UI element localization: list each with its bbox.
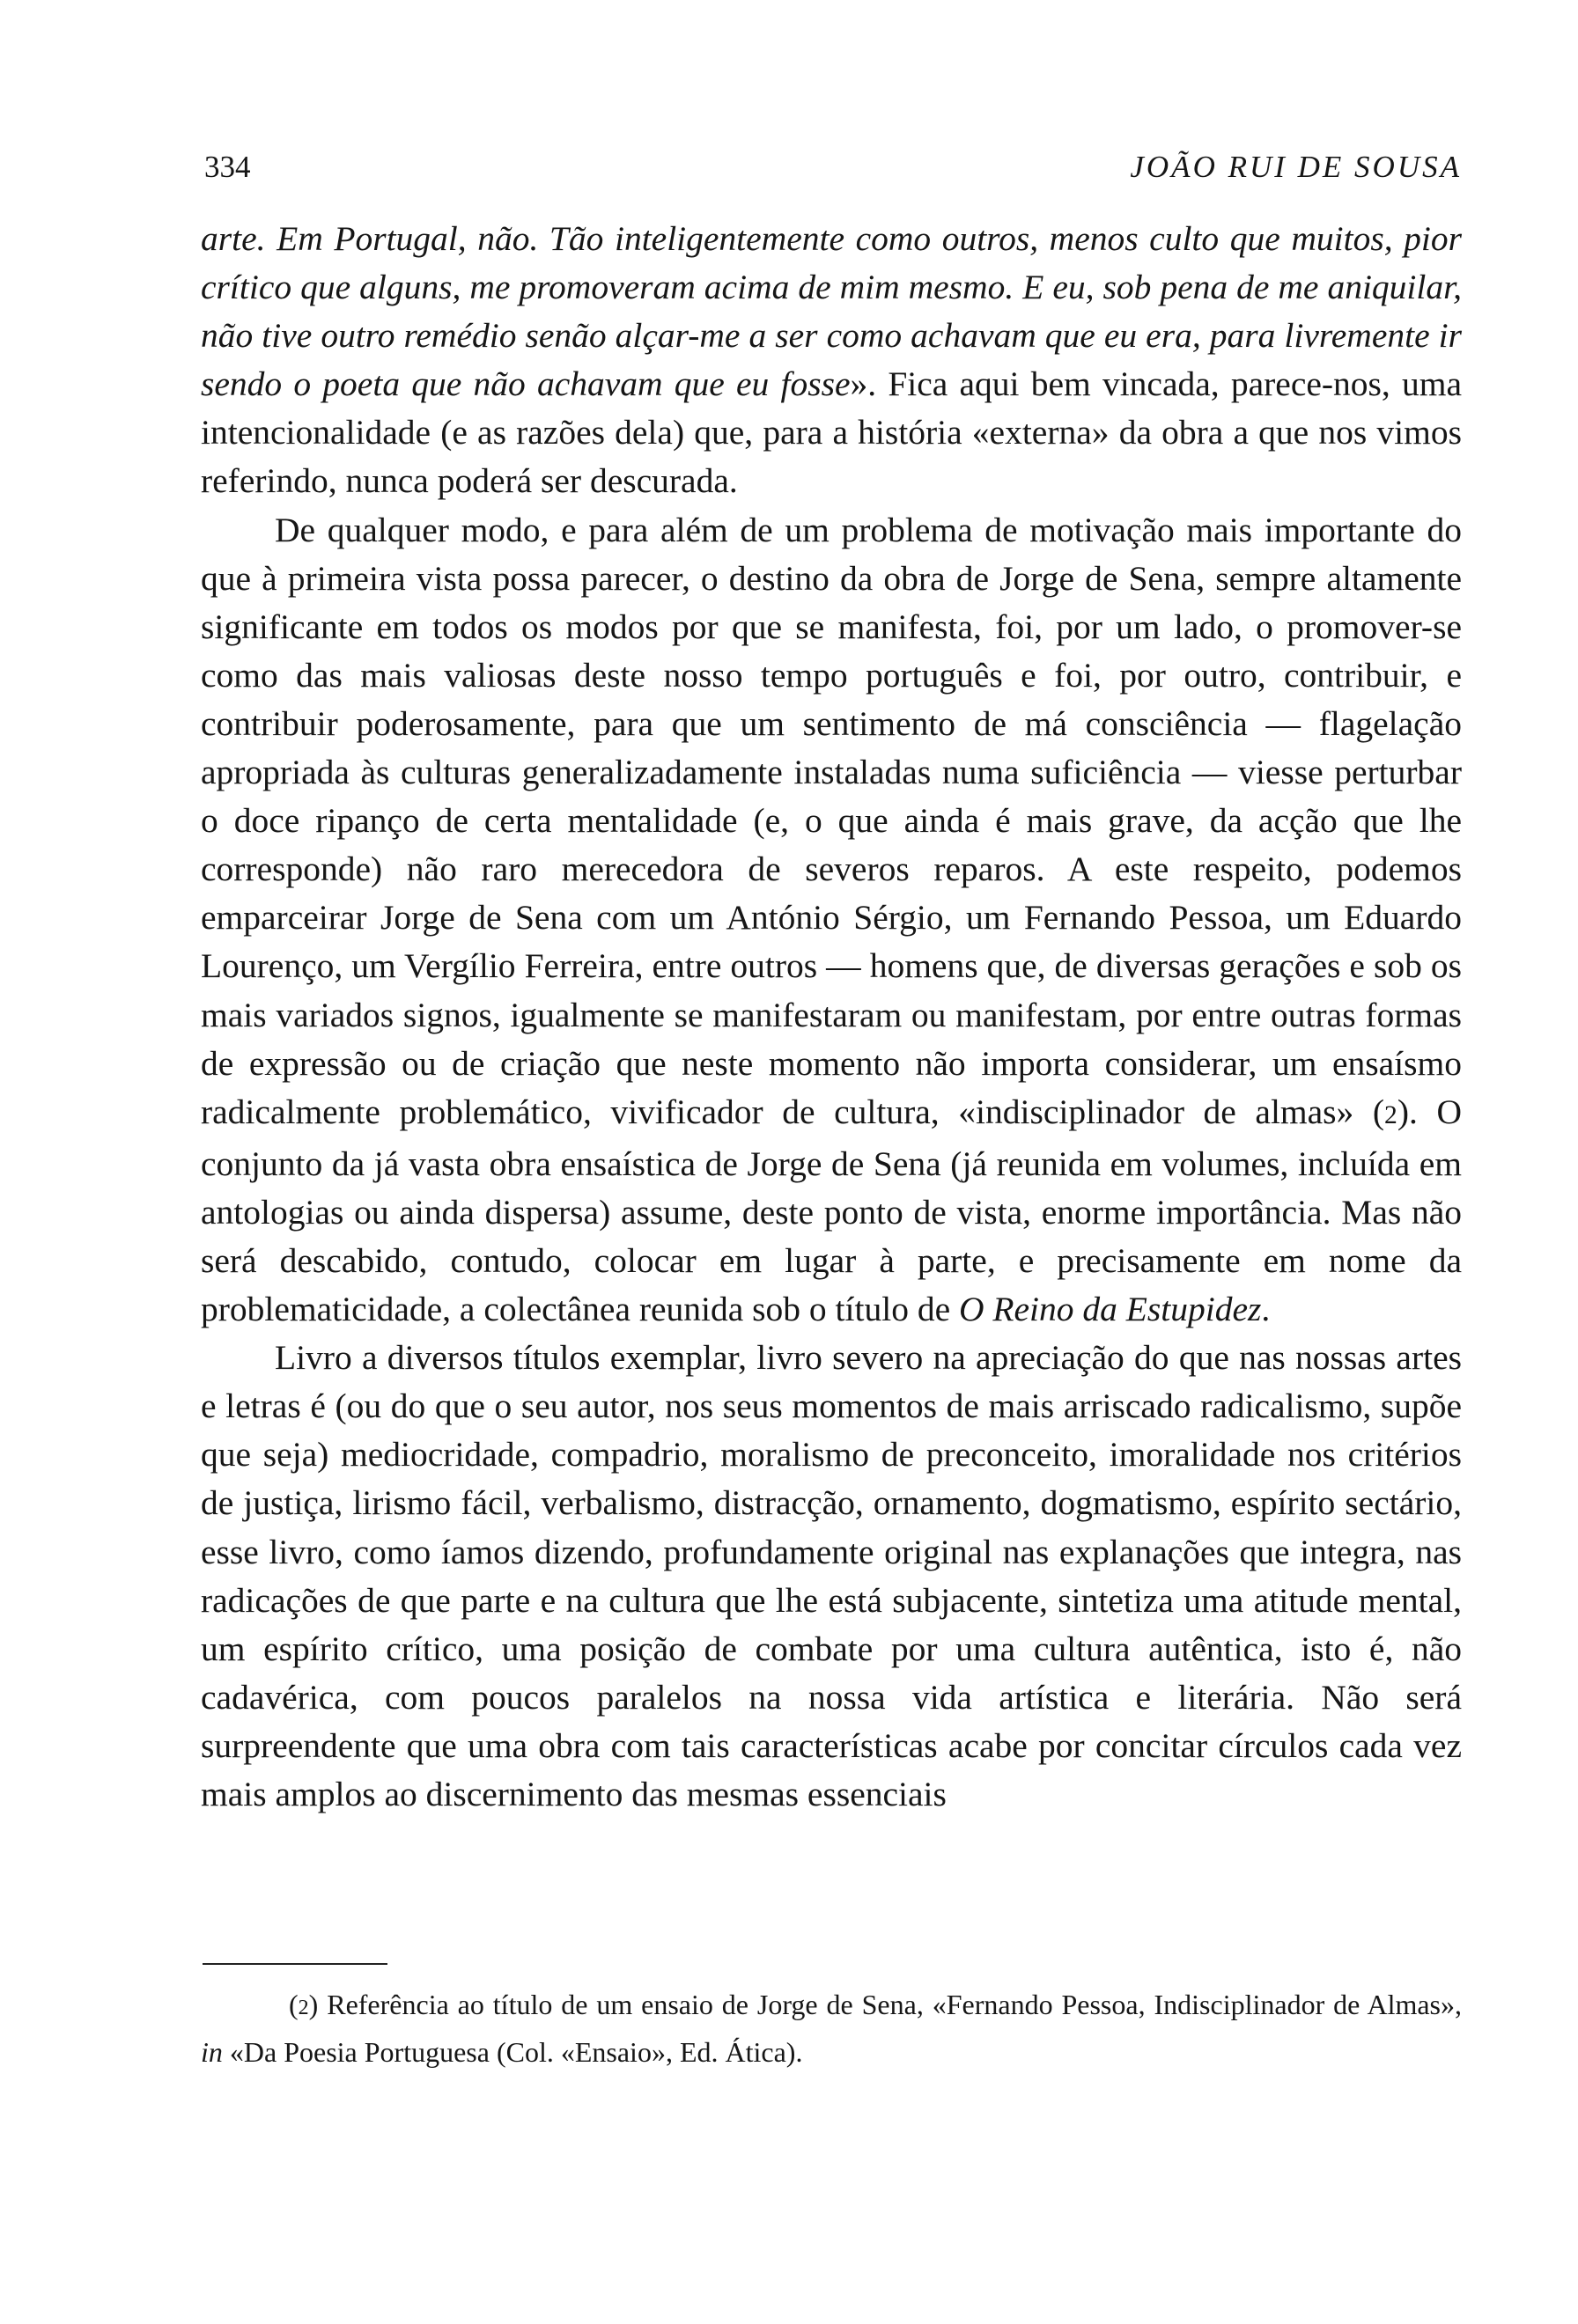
footnote-2: (2) Referência ao título de um ensaio de Jorge de Sena, «Fernando Pessoa, Indisciplinador de Almas», in «Da Poesia Portuguesa (Col. «Ensaio», Ed. Ática). (201, 1989, 1463, 2068)
running-head (204, 150, 1462, 194)
footnote-marker: 2 (298, 1997, 309, 2019)
body-text (201, 215, 1462, 1819)
footnote (201, 1982, 1462, 2074)
footnote-text-2: «Da Poesia Portuguesa (Col. «Ensaio», Ed. Ática). (222, 2036, 803, 2068)
footnote-text: Referência ao título de um ensaio de Jorge de Sena, «Fernando Pessoa, Indisciplinador de Almas», (327, 1989, 1463, 2020)
running-title: JOÃO RUI DE SOUSA (1130, 150, 1462, 184)
paragraph-3: Livro a diversos títulos exemplar, livro severo na apreciação do que nas nossas artes e letras é (ou do que o seu autor, nos seus momentos de mais arriscado radicalismo, supõe que seja) mediocridade, compadrio, moralismo de preconceito, imoralidade nos critérios de justiça, lirismo fácil, verbalismo, distracção, ornamento, dogmatismo, espírito sectário, esse livro, como íamos dizendo, profundamente original nas explanações que integra, nas radicações de que parte e na cultura que lhe está subjacente, sintetiza uma atitude mental, um espírito crítico, uma posição de combate por uma cultura autêntica, isto é, não cadavérica, com poucos paralelos na nossa vida artística e literária. Não será surpreendente que uma obra com tais características acabe por concitar círculos cada vez mais amplos ao discernimento das mesmas essenciais (201, 1338, 1462, 1813)
paragraph-2-end: . (1261, 1290, 1271, 1329)
quoted-italic-passage: arte. Em Portugal, não. Tão inteligentemente como outros, menos culto que muitos, pior crítico que alguns, me promoveram acima de mim mesmo. E eu, sob pena de me aniquilar, não tive outro remédio senão alçar-me a ser como achavam que eu era, para livremente ir sendo o poeta que não achavam que eu fosse (201, 219, 1462, 404)
paragraph-2-continuation: ). O conjunto da já vasta obra ensaística de Jorge de Sena (já reunida em volumes, incluída em antologias ou ainda dispersa) assume, deste ponto de vista, enorme importância. Mas não será descabido, contudo, colocar em lugar à parte, e precisamente em nome da problematicidade, a colectânea reunida sob o título de (201, 1092, 1462, 1329)
footnote-reference: 2 (1384, 1100, 1397, 1129)
page-number: 334 (204, 150, 251, 184)
paragraph-2 (201, 506, 1462, 1335)
footnote-divider (203, 1963, 387, 1965)
paragraph-1-continuation: ». Fica aqui bem vincada, parece-nos, uma intencionalidade (e as razões dela) que, para a história «externa» da obra a que nos vimos referindo, nunca poderá ser descurada. (201, 364, 1462, 501)
footnote-in: in (201, 2036, 223, 2068)
paragraph-2-text: De qualquer modo, e para além de um problema de motivação mais importante do que à primeira vista possa parecer, o destino da obra de Jorge de Sena, sempre altamente significante em todos os modos por que se manifesta, foi, por um lado, o promover-se como das mais valiosas deste nosso tempo português e foi, por outro, contribuir, e contribuir poderosamente, para que um sentimento de má consciência — flagelação apropriada às culturas generalizadamente instaladas numa suficiência — viesse perturbar o doce ripanço de certa mentalidade (e, o que ainda é mais grave, da acção que lhe corresponde) não raro merecedora de severos reparos. A este respeito, podemos emparceirar Jorge de Sena com um António Sérgio, um Fernando Pessoa, um Eduardo Lourenço, um Vergílio Ferreira, entre outros — homens que, de diversas gerações e sob os mais variados signos, igualmente se manifestaram ou manifestam, por entre outras formas de expressão ou de criação que neste momento não importa considerar, um ensaísmo radicalmente problemático, vivificador de cultura, «indisciplinador de almas» ( (201, 510, 1462, 1131)
book-title: O Reino da Estupidez (958, 1290, 1262, 1329)
paragraph-1 (201, 215, 1462, 506)
